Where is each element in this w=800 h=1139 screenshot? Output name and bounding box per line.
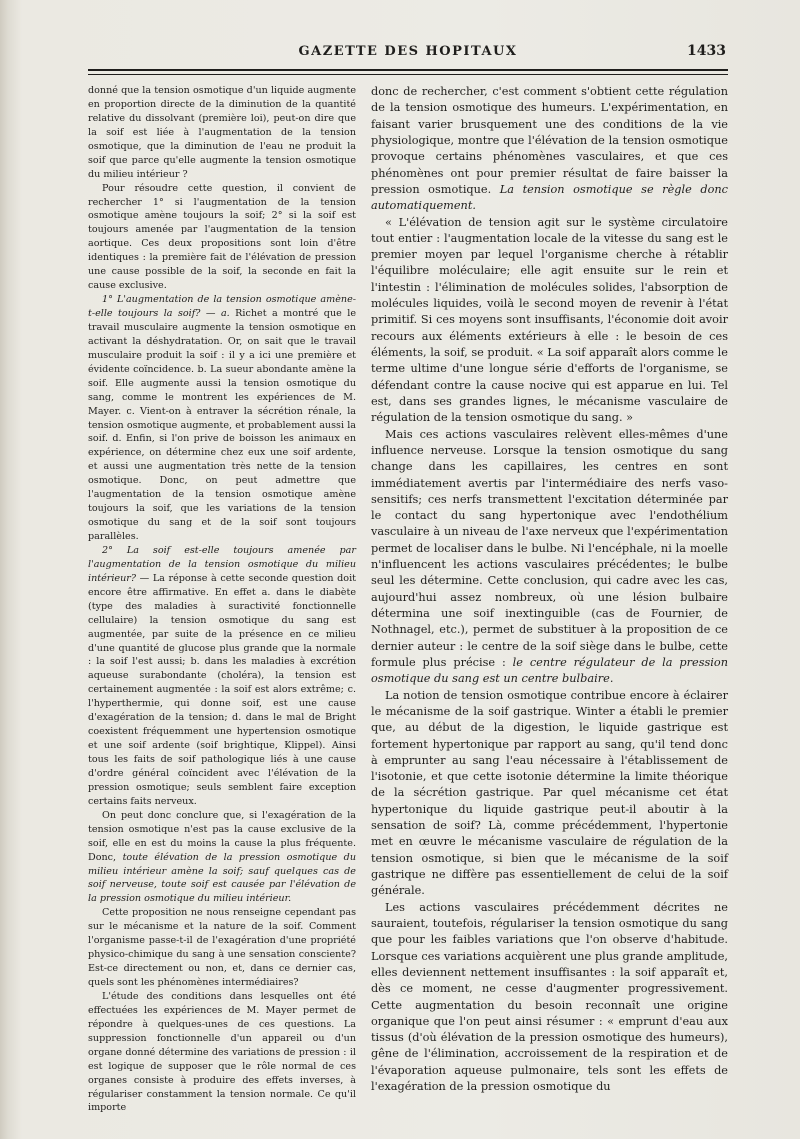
paragraph: [88, 544, 356, 809]
header-rule-thick: [88, 69, 728, 71]
emphasis-italic: La tension osmotique se règle donc automatiquement.: [371, 182, 728, 213]
paragraph-text: Richet a montré que le travail musculaire augmente la tension osmotique en activant la déshydratation. Or, on sait que le travail musculaire produit la soif : il y a ici une première et évidente coïncidence. b. La sueur abondante amène la soif. Elle augmente aussi la tension osmotique du sang, comme le montrent les expériences de M. Mayer. c. Vient-on à entraver la sécrétion rénale, la tension osmotique augmente, et probablement aussi la soif. d. Enfin, si l'on prive de boisson les animaux en expérience, on détermine chez eux une soif ardente, et aussi une augmentation très nette de la tension osmotique. Donc, on peut admettre que l'augmentation de la tension osmotique amène toujours la soif, que les variations de la tension osmotique du sang et de la soif sont toujours parallèles.: [88, 308, 356, 542]
paragraph: L'étude des conditions dans lesquelles ont été effectuées les expériences de M. Mayer permet de répondre à quelques-unes de ces questions. La suppression fonctionnelle d'un appareil ou d'un organe donné détermine des variations de pression : il est logique de supposer que le rôle normal de ces organes consiste à produire des effets inverses, à régulariser constamment la tension normale. Ce qu'il importe: [88, 990, 356, 1114]
paragraph: La notion de tension osmotique contribue encore à éclairer le mécanisme de la soif gastrique. Winter a établi le premier que, au début de la digestion, le liquide gastrique est fortement hypertonique par rapport au sang, qu'il tend donc à emprunter au sang l'eau nécessaire à l'établissement de l'isotonie, et que cette isotonie détermine la limite théorique de la sécrétion gastrique. Par quel mécanisme cet état hypertonique du liquide gastrique peut-il aboutir à la sensation de soif? Là, comme précédemment, l'hypertonie met en œuvre le mécanisme vasculaire de régulation de la tension osmotique, si bien que le mécanisme de la soif gastrique ne diffère pas essentiellement de celui de la soif générale.: [371, 688, 728, 898]
section-heading-italic: 1° L'augmentation de la tension osmotique amène-t-elle toujours la soif? — a.: [88, 294, 356, 319]
emphasis-italic: le centre régulateur de la pression osmotique du sang est un centre bulbaire.: [371, 655, 728, 686]
paragraph: [371, 84, 728, 215]
page-header: [88, 44, 728, 66]
left-column: [88, 84, 356, 1115]
paragraph: Les actions vasculaires précédemment décrites ne sauraient, toutefois, régulariser la tension osmotique du sang que pour les faibles variations que l'on observe d'habitude. Lorsque ces variations acquièrent une plus grande amplitude, elles deviennent nettement insuffisantes : la soif apparaît et, dès ce moment, ne cesse d'augmenter progressivement. Cette augmentation du besoin reconnaît une origine organique que l'on peut ainsi résumer : « emprunt d'eau aux tissus (d'où élévation de la pression osmotique des humeurs), gêne de l'élimination, accroissement de la respiration et de l'évaporation aqueuse pulmonaire, tels sont les effets de l'exagération de la pression osmotique du: [371, 900, 728, 1094]
header-rule-thin: [88, 74, 728, 75]
paragraph-text: Mais ces actions vasculaires relèvent elles-mêmes d'une influence nerveuse. Lorsque la tension osmotique du sang change dans les capillaires, les centres en sont immédiatement avertis par l'intermédiaire des nerfs vaso-sensitifs; ces nerfs transmettent l'excitation déterminée par le contact du sang hypertonique avec l'endothélium vasculaire à un niveau de l'axe nerveux que l'expérimentation permet de localiser dans le bulbe. Ni l'encéphale, ni la moelle n'influencent les actions vasculaires précédentes; le bulbe seul les détermine. Cette conclusion, qui cadre avec les cas, aujourd'hui assez nombreux, où une lésion bulbaire détermina une soif inextinguible (cas de Fournier, de Nothnagel, etc.), permet de substituer à la proposition de ce dernier auteur : le centre de la soif siège dans le bulbe, cette formule plus précise :: [371, 427, 728, 669]
paragraph: [88, 293, 356, 544]
paragraph: [88, 809, 356, 907]
paragraph-text: donc de rechercher, c'est comment s'obtient cette régulation de la tension osmotique des humeurs. L'expérimentation, en faisant varier brusquement une des conditions de la vie physiologique, montre que l'élévation de la tension osmotique provoque certains phénomènes vasculaires, et que ces phénomènes ont pour premier résultat de faire baisser la pression osmotique.: [371, 85, 728, 196]
paragraph: « L'élévation de tension agit sur le système circulatoire tout entier : l'augmentation locale de la vitesse du sang est le premier moyen par lequel l'organisme cherche à rétablir l'équilibre moléculaire; elle agit ensuite sur le rein et l'intestin : l'élimination de molécules solides, l'absorption de molécules liquides, voilà le second moyen de revenir à l'état primitif. Si ces moyens sont insuffisants, l'économie doit avoir recours aux éléments extérieurs à elle : le besoin de ces éléments, la soif, se produit. « La soif apparaît alors comme le terme ultime d'une longue série d'efforts de l'organisme, se défendant contre la cause nocive qui est apparue en lui. Tel est, dans ses grandes lignes, le mécanisme vasculaire de régulation de la tension osmotique du sang. »: [371, 215, 728, 425]
paragraph-text: La réponse à cette seconde question doit encore être affirmative. En effet a. dans le diabète (type des maladies à suractivité fonctionnelle cellulaire) la tension osmotique du sang est augmentée, par suite de la présence en ce milieu d'une quantité de glucose plus grande que la normale : la soif l'est aussi; b. dans les maladies à excrétion aqueuse surabondante (choléra), la tension est certainement augmentée : la soif est alors extrême; c. l'hyperthermie, qui donne soif, est une cause d'exagération de la tension; d. dans le mal de Bright coexistent fréquemment une hypertension osmotique et une soif ardente (soif brightique, Klippel). Ainsi tous les faits de soif pathologique liés à une cause d'ordre général coïncident avec l'élévation de la pression osmotique; seuls semblent faire exception certains faits nerveux.: [88, 572, 356, 807]
page-number: 1433: [687, 43, 726, 59]
emphasis-italic: toute élévation de la pression osmotique du milieu intérieur amène la soif; sauf quelques cas de soif nerveuse, toute soif est causée par l'élévation de la pression osmotique du milieu intérieur.: [88, 851, 356, 905]
paragraph: Cette proposition ne nous renseigne cependant pas sur le mécanisme et la nature de la soif. Comment l'organisme passe-t-il de l'exagération d'une propriété physico-chimique du sang à une sensation consciente? Est-ce directement ou non, et, dans ce dernier cas, quels sont les phénomènes intermédiaires?: [88, 907, 356, 988]
right-column: [371, 84, 728, 1095]
paragraph: Pour résoudre cette question, il convient de rechercher 1° si l'augmentation de la tension osmotique amène toujours la soif; 2° si la soif est toujours amenée par l'augmentation de la tension aortique. Ces deux propositions sont loin d'être identiques : la première fait de l'élévation de pression une cause possible de la soif, la seconde en fait la cause exclusive.: [88, 182, 356, 292]
paragraph: donné que la tension osmotique d'un liquide augmente en proportion directe de la diminution de la quantité relative du dissolvant (première loi), peut-on dire que la soif est liée à l'augmentation de la tension osmotique, que la diminution de l'eau ne produit la soif que parce qu'elle augmente la tension osmotique du milieu intérieur ?: [88, 85, 356, 180]
paragraph-text: On peut donc conclure que, si l'exagération de la tension osmotique n'est pas la cause exclusive de la soif, elle en est du moins la cause la plus fréquente. Donc,: [88, 809, 356, 863]
paragraph: [371, 427, 728, 688]
section-heading-italic: 2° La soif est-elle toujours amenée par l'augmentation de la tension osmotique du milieu intérieur? —: [88, 544, 356, 584]
running-head: GAZETTE DES HOPITAUX: [298, 44, 518, 59]
